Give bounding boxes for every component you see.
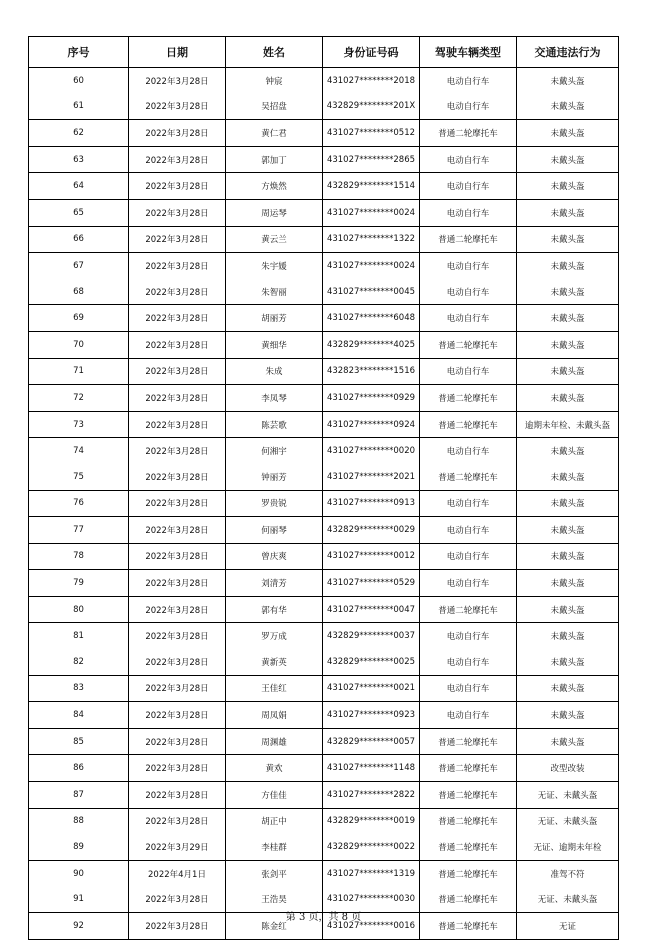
page-footer: 第 3 页，共 8 页 [285,912,362,923]
cell-violation: 无证、未戴头盔 [517,782,619,809]
cell-vehicle-type: 电动自行车 [420,517,517,544]
cell-name: 黄欢 [226,755,323,782]
cell-date: 2022年3月28日 [129,702,226,729]
cell-serial-no: 90 [29,860,129,886]
cell-name: 陈金红 [226,913,323,940]
violation-table [28,36,619,940]
table-row [29,702,619,729]
cell-id-number: 432829********0057 [323,728,420,755]
header-vehicle-type: 驾驶车辆类型 [420,37,517,68]
table-row [29,331,619,358]
cell-name: 何丽琴 [226,517,323,544]
cell-name: 罗万成 [226,623,323,649]
cell-serial-no: 82 [29,649,129,675]
cell-date: 2022年3月28日 [129,226,226,253]
cell-name: 王浩昊 [226,886,323,912]
cell-name: 钟宸 [226,68,323,94]
cell-id-number: 431027********0913 [323,490,420,517]
cell-date: 2022年3月28日 [129,358,226,385]
cell-serial-no: 87 [29,782,129,809]
table-row [29,411,619,438]
cell-violation: 未戴头盔 [517,146,619,173]
violation-table-container [28,36,618,940]
cell-violation: 未戴头盔 [517,543,619,570]
cell-vehicle-type: 普通二轮摩托车 [420,728,517,755]
cell-name: 曾庆爽 [226,543,323,570]
cell-vehicle-type: 普通二轮摩托车 [420,808,517,834]
cell-serial-no: 66 [29,226,129,253]
cell-vehicle-type: 电动自行车 [420,146,517,173]
cell-name: 周渊雄 [226,728,323,755]
cell-date: 2022年3月28日 [129,331,226,358]
cell-id-number: 431027********6048 [323,305,420,332]
cell-id-number: 431027********1322 [323,226,420,253]
cell-violation: 未戴头盔 [517,702,619,729]
cell-date: 2022年3月28日 [129,913,226,940]
cell-violation: 未戴头盔 [517,199,619,226]
cell-name: 李桂群 [226,834,323,860]
cell-id-number: 431027********0923 [323,702,420,729]
cell-date: 2022年3月28日 [129,411,226,438]
cell-violation: 未戴头盔 [517,226,619,253]
cell-serial-no: 64 [29,173,129,200]
cell-date: 2022年3月28日 [129,517,226,544]
cell-date: 2022年3月28日 [129,596,226,623]
cell-id-number: 432823********1516 [323,358,420,385]
table-row [29,464,619,490]
cell-name: 陈芸歌 [226,411,323,438]
cell-serial-no: 81 [29,623,129,649]
cell-violation: 未戴头盔 [517,253,619,279]
header-violation: 交通违法行为 [517,37,619,68]
cell-date: 2022年3月28日 [129,94,226,120]
cell-name: 刘清芳 [226,570,323,597]
cell-serial-no: 75 [29,464,129,490]
cell-name: 吴招盘 [226,94,323,120]
cell-name: 何湘宇 [226,438,323,464]
cell-vehicle-type: 普通二轮摩托车 [420,860,517,886]
cell-vehicle-type: 电动自行车 [420,199,517,226]
cell-violation: 无证、未戴头盔 [517,808,619,834]
cell-date: 2022年3月28日 [129,886,226,912]
table-body [29,68,619,940]
cell-violation: 未戴头盔 [517,173,619,200]
cell-violation: 未戴头盔 [517,68,619,94]
cell-vehicle-type: 电动自行车 [420,570,517,597]
cell-id-number: 431027********0012 [323,543,420,570]
cell-violation: 未戴头盔 [517,94,619,120]
cell-date: 2022年3月28日 [129,279,226,305]
cell-vehicle-type: 普通二轮摩托车 [420,385,517,412]
cell-name: 黄云兰 [226,226,323,253]
cell-vehicle-type: 普通二轮摩托车 [420,596,517,623]
cell-date: 2022年3月28日 [129,199,226,226]
cell-date: 2022年3月28日 [129,490,226,517]
table-row [29,675,619,702]
cell-violation: 准驾不符 [517,860,619,886]
cell-serial-no: 91 [29,886,129,912]
cell-vehicle-type: 电动自行车 [420,702,517,729]
cell-id-number: 431027********2822 [323,782,420,809]
cell-id-number: 431027********0024 [323,199,420,226]
cell-violation: 未戴头盔 [517,120,619,147]
cell-id-number: 431027********1319 [326,868,416,879]
cell-violation: 未戴头盔 [517,358,619,385]
cell-date: 2022年3月28日 [129,755,226,782]
cell-name: 李凤琴 [226,385,323,412]
cell-vehicle-type: 普通二轮摩托车 [420,782,517,809]
cell-id-number: 431027********0045 [323,279,420,305]
cell-name: 王佳红 [226,675,323,702]
cell-serial-no: 86 [29,755,129,782]
header-name: 姓名 [226,37,323,68]
cell-id-number: 432829********0019 [326,816,416,827]
cell-vehicle-type: 电动自行车 [420,173,517,200]
cell-violation: 未戴头盔 [517,623,619,649]
cell-serial-no: 70 [29,331,129,358]
cell-serial-no: 68 [29,279,129,305]
cell-date: 2022年3月28日 [129,649,226,675]
cell-id-number: 432829********0037 [326,631,416,642]
cell-violation: 改型改装 [517,755,619,782]
cell-violation: 未戴头盔 [517,728,619,755]
cell-date: 2022年3月28日 [129,438,226,464]
cell-serial-no: 83 [29,675,129,702]
cell-serial-no: 69 [29,305,129,332]
cell-date: 2022年3月28日 [129,385,226,412]
table-row [29,623,619,649]
cell-vehicle-type: 普通二轮摩托车 [420,834,517,860]
cell-id-number: 431027********1148 [323,755,420,782]
cell-id-number: 431027********0016 [323,913,420,940]
cell-violation: 无证、未戴头盔 [517,886,619,912]
cell-violation: 未戴头盔 [517,385,619,412]
cell-id-number: 432829********0029 [323,517,420,544]
cell-name: 张剑平 [226,860,323,886]
cell-id-number: 431027********2865 [323,146,420,173]
cell-serial-no: 74 [29,438,129,464]
cell-name: 朱成 [226,358,323,385]
cell-date: 2022年3月28日 [129,570,226,597]
cell-date: 2022年3月28日 [129,253,226,279]
table-row [29,755,619,782]
table-row [29,173,619,200]
cell-id-number: 431027********2018 [326,75,416,86]
cell-serial-no: 67 [29,253,129,279]
cell-date: 2022年3月28日 [129,464,226,490]
cell-name: 黄细华 [226,331,323,358]
cell-serial-no: 76 [29,490,129,517]
cell-serial-no: 88 [29,808,129,834]
table-row [29,305,619,332]
cell-name: 胡丽芳 [226,305,323,332]
cell-name: 胡正中 [226,808,323,834]
cell-name: 朱宇媛 [226,253,323,279]
cell-date: 2022年3月28日 [129,623,226,649]
cell-violation: 未戴头盔 [517,490,619,517]
table-row [29,808,619,834]
cell-vehicle-type: 普通二轮摩托车 [420,411,517,438]
cell-violation: 未戴头盔 [517,649,619,675]
table-row [29,120,619,147]
cell-name: 周运琴 [226,199,323,226]
cell-name: 黄新英 [226,649,323,675]
cell-vehicle-type: 电动自行车 [420,438,517,464]
cell-vehicle-type: 普通二轮摩托车 [420,120,517,147]
cell-violation: 未戴头盔 [517,517,619,544]
cell-serial-no: 63 [29,146,129,173]
cell-serial-no: 73 [29,411,129,438]
table-row [29,834,619,860]
cell-serial-no: 61 [29,94,129,120]
cell-vehicle-type: 普通二轮摩托车 [420,886,517,912]
cell-serial-no: 62 [29,120,129,147]
cell-id-number: 432829********1514 [323,173,420,200]
table-row [29,860,619,886]
cell-violation: 未戴头盔 [517,331,619,358]
cell-id-number: 432829********0025 [323,649,420,675]
cell-date: 2022年4月1日 [129,860,226,886]
table-row [29,68,619,94]
table-row [29,199,619,226]
cell-serial-no: 78 [29,543,129,570]
table-row [29,517,619,544]
cell-id-number: 431027********0929 [323,385,420,412]
cell-serial-no: 92 [29,913,129,940]
table-row [29,728,619,755]
table-row [29,649,619,675]
cell-date: 2022年3月28日 [129,782,226,809]
cell-vehicle-type: 电动自行车 [420,305,517,332]
cell-serial-no: 89 [29,834,129,860]
cell-date: 2022年3月28日 [129,68,226,94]
cell-date: 2022年3月28日 [129,120,226,147]
cell-name: 钟丽芳 [226,464,323,490]
table-row [29,226,619,253]
table-row [29,570,619,597]
cell-serial-no: 72 [29,385,129,412]
cell-violation: 未戴头盔 [517,279,619,305]
cell-violation: 未戴头盔 [517,675,619,702]
cell-vehicle-type: 电动自行车 [420,94,517,120]
cell-name: 朱智丽 [226,279,323,305]
cell-date: 2022年3月28日 [129,146,226,173]
header-id-number: 身份证号码 [323,37,420,68]
cell-violation: 无证、逾期未年检 [517,834,619,860]
header-date: 日期 [129,37,226,68]
cell-vehicle-type: 电动自行车 [420,279,517,305]
cell-date: 2022年3月28日 [129,808,226,834]
cell-id-number: 431027********2021 [323,464,420,490]
cell-violation: 未戴头盔 [517,438,619,464]
table-row [29,596,619,623]
cell-id-number: 431027********0924 [323,411,420,438]
cell-date: 2022年3月28日 [129,675,226,702]
cell-id-number: 431027********0030 [323,886,420,912]
table-row [29,385,619,412]
cell-name: 周凤娟 [226,702,323,729]
cell-id-number: 431027********0047 [323,596,420,623]
cell-id-number: 431027********0020 [326,446,416,457]
cell-violation: 逾期未年检、未戴头盔 [517,411,619,438]
cell-serial-no: 80 [29,596,129,623]
cell-serial-no: 71 [29,358,129,385]
cell-serial-no: 84 [29,702,129,729]
cell-id-number: 431027********0529 [323,570,420,597]
table-row [29,253,619,279]
table-row [29,94,619,120]
cell-violation: 未戴头盔 [517,570,619,597]
cell-serial-no: 65 [29,199,129,226]
cell-id-number: 431027********0512 [323,120,420,147]
table-row [29,279,619,305]
cell-serial-no: 60 [29,68,129,94]
cell-date: 2022年3月29日 [129,834,226,860]
table-row [29,438,619,464]
cell-vehicle-type: 普通二轮摩托车 [420,226,517,253]
header-serial-no: 序号 [29,37,129,68]
cell-violation: 未戴头盔 [517,596,619,623]
cell-serial-no: 77 [29,517,129,544]
cell-vehicle-type: 电动自行车 [420,543,517,570]
cell-violation: 未戴头盔 [517,464,619,490]
cell-violation: 未戴头盔 [517,305,619,332]
cell-date: 2022年3月28日 [129,173,226,200]
cell-vehicle-type: 电动自行车 [420,253,517,279]
cell-vehicle-type: 普通二轮摩托车 [420,331,517,358]
cell-date: 2022年3月28日 [129,728,226,755]
cell-name: 方佳佳 [226,782,323,809]
cell-vehicle-type: 普通二轮摩托车 [420,464,517,490]
cell-vehicle-type: 电动自行车 [420,358,517,385]
cell-date: 2022年3月28日 [129,305,226,332]
cell-name: 罗贵锐 [226,490,323,517]
table-row [29,543,619,570]
cell-id-number: 432829********201X [323,94,420,120]
cell-serial-no: 79 [29,570,129,597]
table-row [29,358,619,385]
cell-vehicle-type: 电动自行车 [420,490,517,517]
cell-vehicle-type: 电动自行车 [420,649,517,675]
cell-vehicle-type: 电动自行车 [420,623,517,649]
cell-vehicle-type: 电动自行车 [420,675,517,702]
cell-vehicle-type: 普通二轮摩托车 [420,913,517,940]
cell-vehicle-type: 电动自行车 [420,68,517,94]
cell-name: 郭有华 [226,596,323,623]
cell-name: 黄仁君 [226,120,323,147]
cell-vehicle-type: 普通二轮摩托车 [420,755,517,782]
cell-id-number: 431027********0024 [326,260,416,271]
cell-id-number: 432829********4025 [323,331,420,358]
cell-serial-no: 85 [29,728,129,755]
cell-name: 郭加丁 [226,146,323,173]
cell-id-number: 432829********0022 [323,834,420,860]
table-header-row [29,37,619,68]
cell-violation: 无证 [517,913,619,940]
cell-id-number: 431027********0021 [323,675,420,702]
table-row [29,146,619,173]
cell-name: 方焕然 [226,173,323,200]
table-row [29,490,619,517]
cell-date: 2022年3月28日 [129,543,226,570]
table-row [29,782,619,809]
